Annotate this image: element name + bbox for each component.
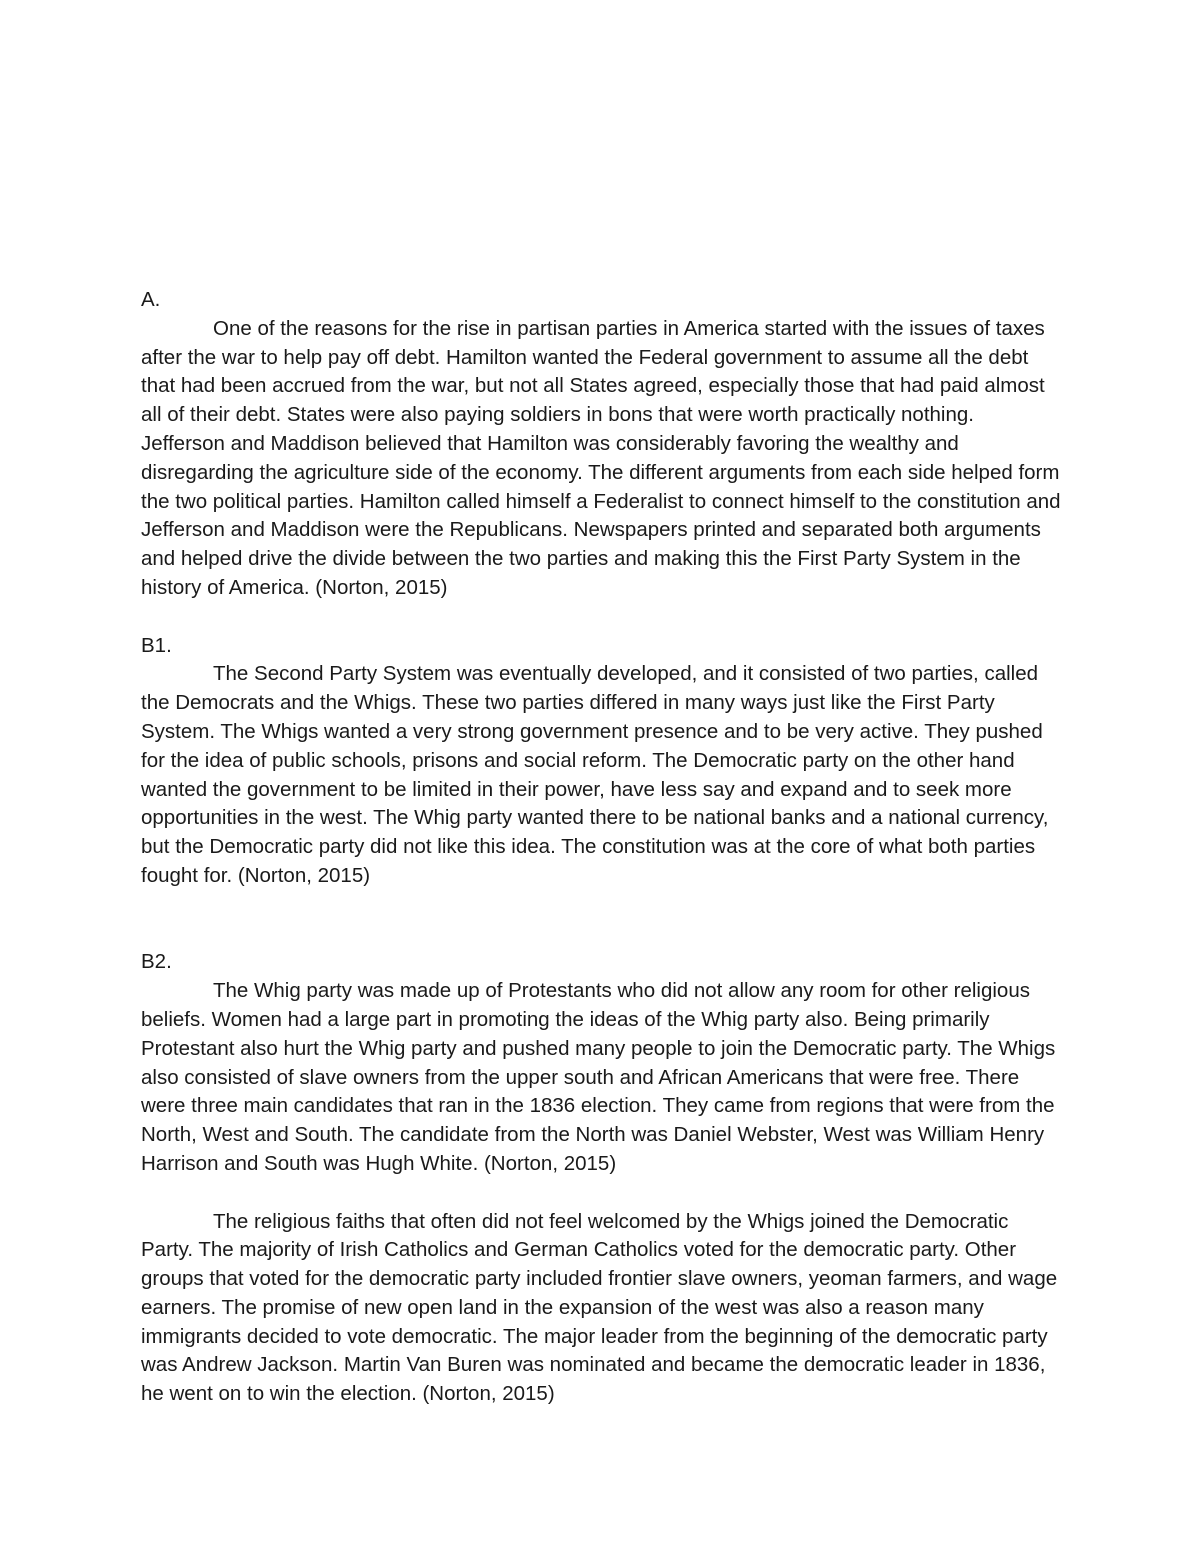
section-b1-heading: B1. xyxy=(141,633,172,657)
spacer xyxy=(141,891,1063,949)
document-body xyxy=(141,286,1063,1409)
section-b2-paragraph-1: The Whig party was made up of Protestants who did not allow any room for other religious beliefs. Women had a large part in promoting the ideas of the Whig party also. Being primarily Protestant also hurt the Whig party and pushed many people to join the Democratic party. The Whigs also consisted of slave owners from the upper south and African Americans that were free. There were three main candidates that ran in the 1836 election. They came from regions that were from the North, West and South. The candidate from the North was Daniel Webster, West was William Henry Harrison and South was Hugh White. (Norton, 2015) xyxy=(141,979,1056,1175)
spacer xyxy=(141,1179,1063,1208)
spacer xyxy=(141,603,1063,632)
section-a-paragraph: One of the reasons for the rise in partisan parties in America started with the issues of taxes after the war to help pay off debt. Hamilton wanted the Federal government to assume all the debt that had been accrued from the war, but not all States agreed, especially those that had paid almost all of their debt. States were also paying soldiers in bons that were worth practically nothing. Jefferson and Maddison believed that Hamilton was considerably favoring the wealthy and disregarding the agriculture side of the economy. The different arguments from each side helped form the two political parties. Hamilton called himself a Federalist to connect himself to the constitution and Jefferson and Maddison were the Republicans. Newspapers printed and separated both arguments and helped drive the divide between the two parties and making this the First Party System in the history of America. (Norton, 2015) xyxy=(141,316,1061,599)
section-b2-heading: B2. xyxy=(141,950,172,974)
section-b1-paragraph: The Second Party System was eventually developed, and it consisted of two parties, called the Democrats and the Whigs. These two parties differed in many ways just like the First Party System. The Whigs wanted a very strong government presence and to be very active. They pushed for the idea of public schools, prisons and social reform. The Democratic party on the other hand wanted the government to be limited in their power, have less say and expand and to seek more opportunities in the west. The Whig party wanted there to be national banks and a national currency, but the Democratic party did not like this idea. The constitution was at the core of what both parties fought for. (Norton, 2015) xyxy=(141,662,1049,887)
section-a-heading: A. xyxy=(141,288,161,311)
section-b2-paragraph-2: The religious faiths that often did not feel welcomed by the Whigs joined the Democratic Party. The majority of Irish Catholics and German Catholics voted for the democratic party. Other groups that voted for the democratic party included frontier slave owners, yeoman farmers, and wage earners. The promise of new open land in the expansion of the west was also a reason many immigrants decided to vote democratic. The major leader from the beginning of the democratic party was Andrew Jackson. Martin Van Buren was nominated and became the democratic leader in 1836, he went on to win the election. (Norton, 2015) xyxy=(141,1209,1058,1406)
